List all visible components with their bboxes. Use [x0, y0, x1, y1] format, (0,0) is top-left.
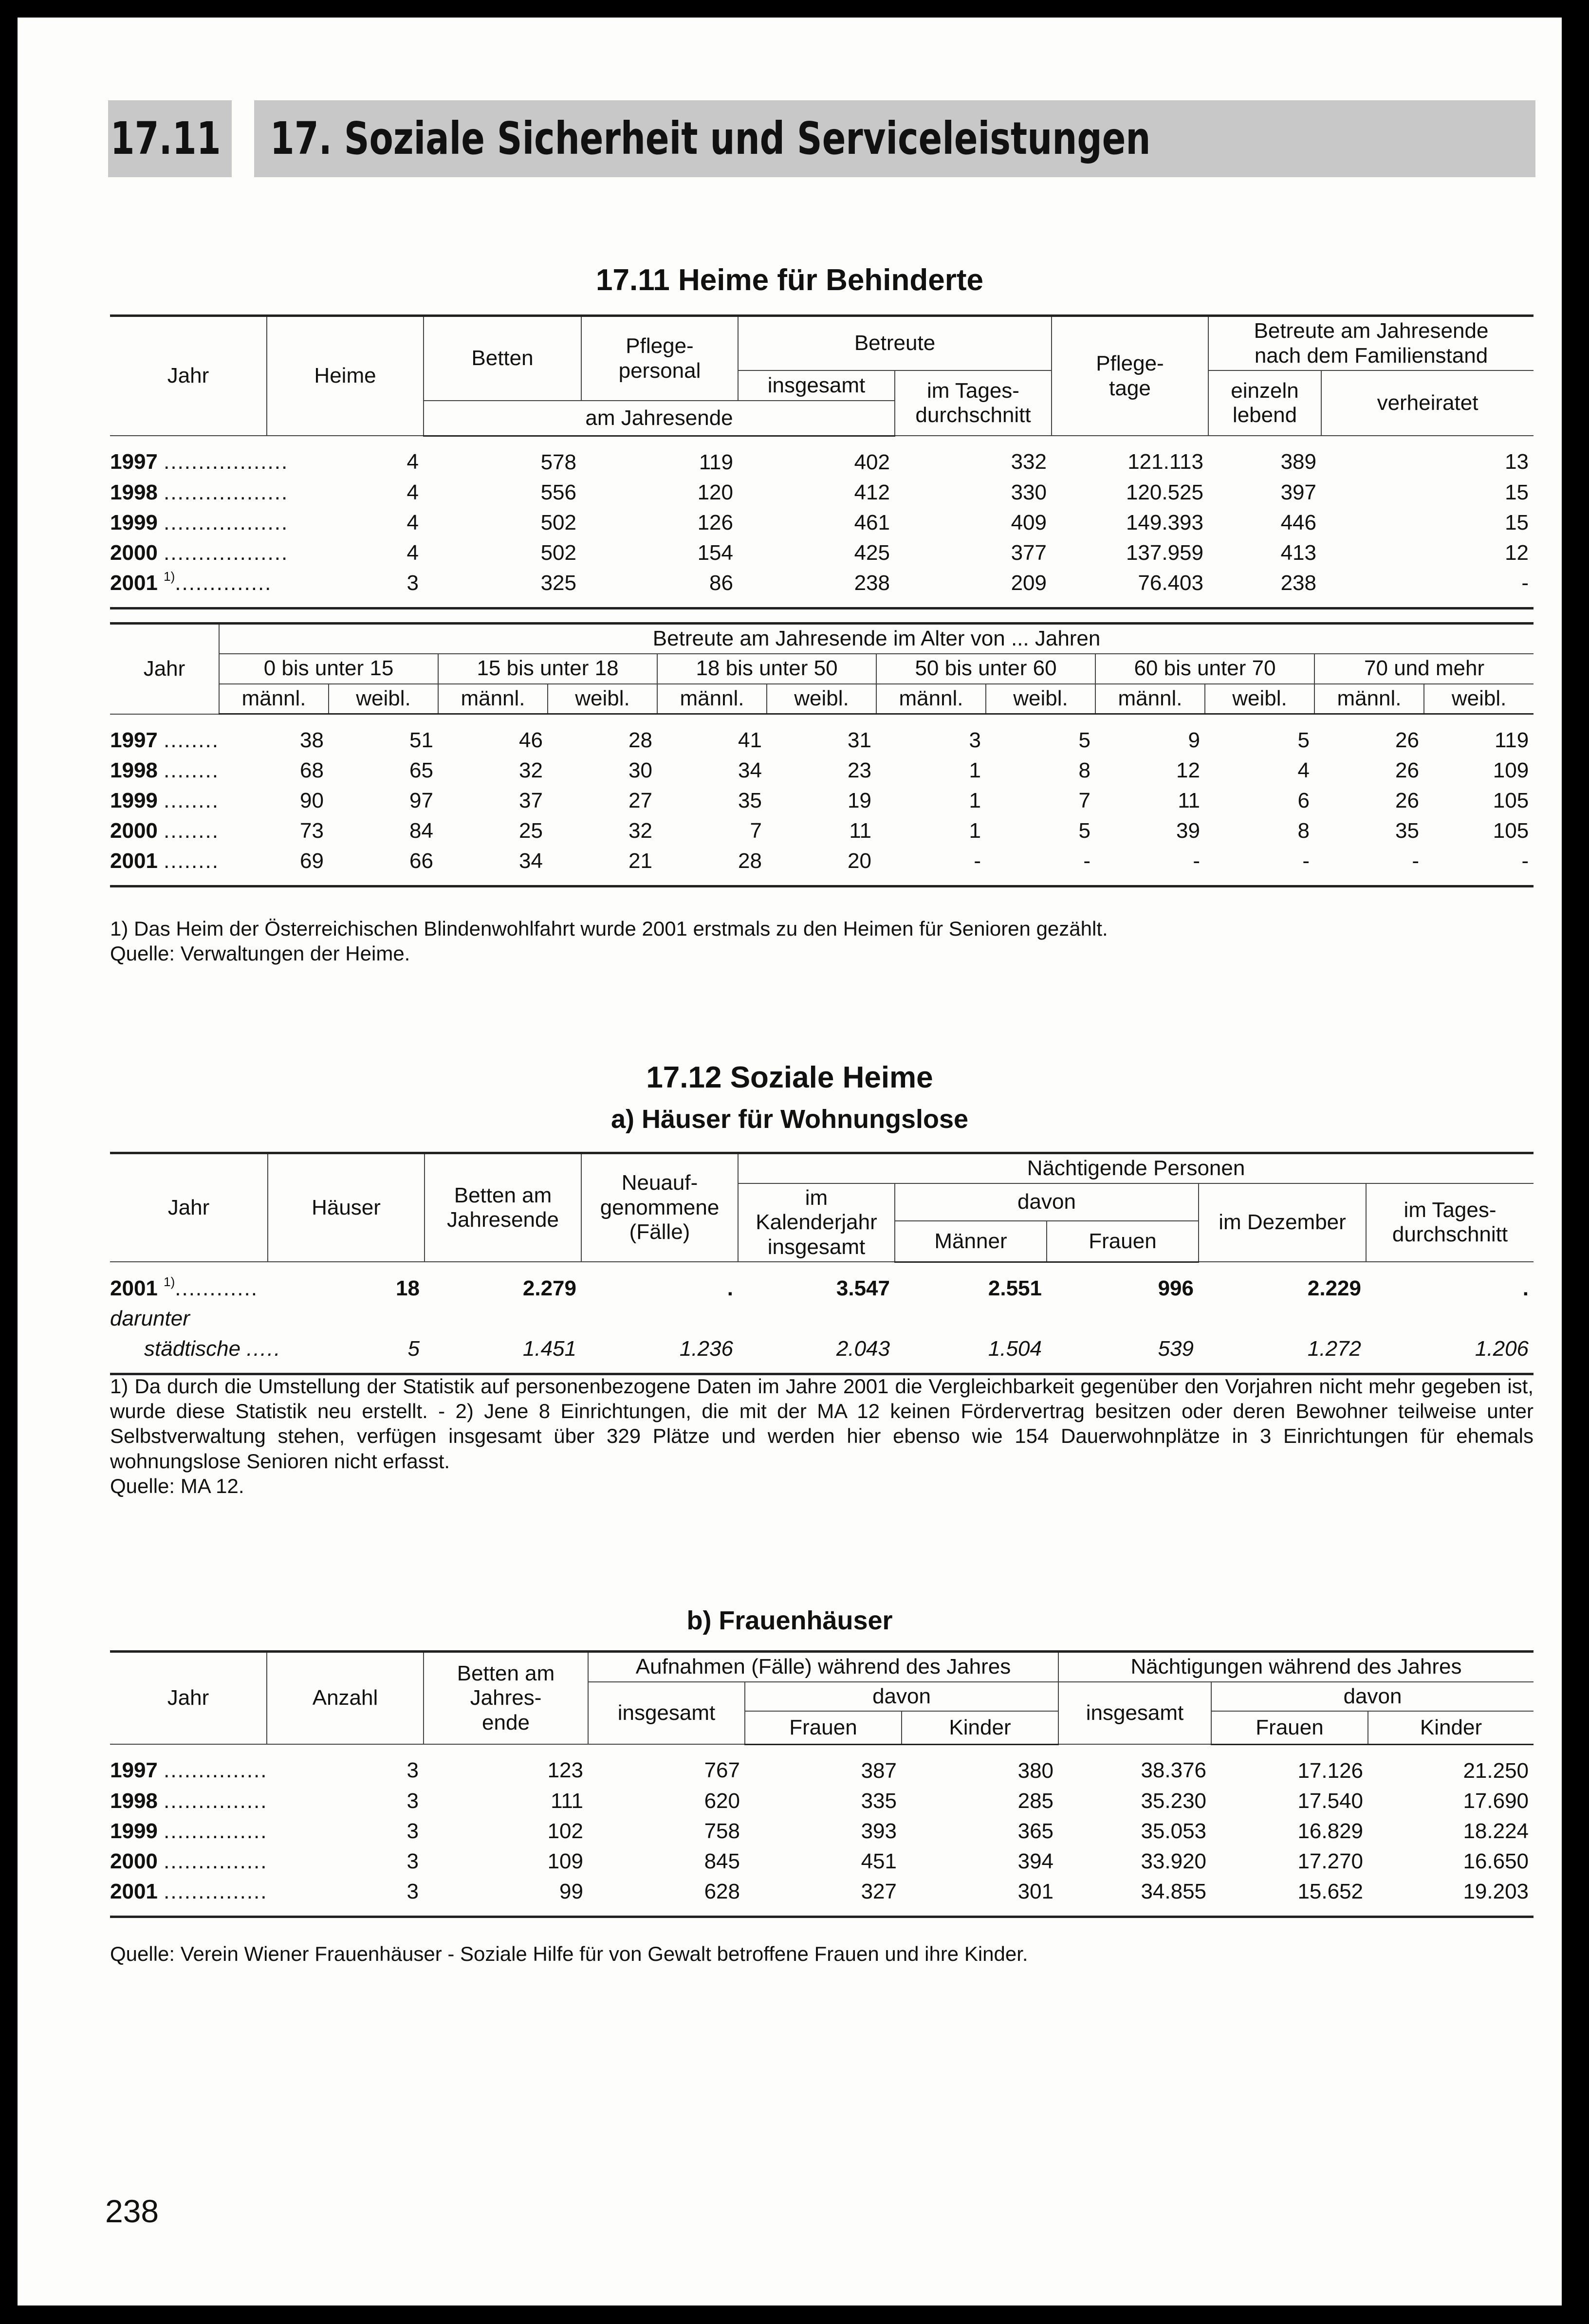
col-pflegepersonal: Pflege- personal	[581, 316, 738, 401]
table-cell: 1.451	[425, 1334, 581, 1374]
table-cell: 8	[1297, 819, 1310, 843]
table-cell: 3.547	[836, 1276, 890, 1300]
table-cell: 628	[588, 1877, 745, 1917]
table-cell: 11	[1178, 789, 1200, 813]
table-cell: 446	[1280, 510, 1316, 535]
col-maennl: männl.	[1314, 684, 1424, 714]
col-naechtigungen-davon: davon	[1211, 1682, 1534, 1712]
col-frauen: Frauen	[1047, 1221, 1199, 1262]
table-cell: 65	[409, 758, 433, 783]
table-cell: 578	[540, 450, 576, 474]
table-row	[110, 786, 1534, 816]
table-cell: 34.855	[1058, 1877, 1211, 1917]
table-cell: 26	[1395, 758, 1419, 783]
table-cell: 996	[1158, 1276, 1194, 1300]
table-cell: 1.272	[1199, 1334, 1366, 1374]
table-title-soziale-heime: 17.12 Soziale Heime	[646, 1061, 933, 1094]
table-cell: 111	[551, 1789, 583, 1813]
table-cell: 5	[1078, 819, 1090, 843]
col-maennl: männl.	[1095, 684, 1205, 714]
row-label-cell: 1999 ........	[110, 789, 219, 813]
table-cell: 105	[1493, 819, 1529, 843]
table-cell: 86	[581, 568, 738, 609]
row-label-cell: 2001 $^{1)}$............	[110, 1274, 258, 1300]
col-aufnahmen: Aufnahmen (Fälle) während des Jahres	[588, 1652, 1058, 1682]
table-cell: -	[986, 846, 1095, 886]
table-subtitle-frauenhaeuser: b) Frauenhäuser	[686, 1606, 893, 1635]
col-aufnahmen-frauen: Frauen	[745, 1711, 902, 1744]
table-cell: 17.126	[1297, 1758, 1364, 1783]
table-title-heime-behinderte: 17.11 Heime für Behinderte	[596, 263, 983, 297]
table-cell: 119	[1495, 728, 1529, 753]
col-haeuser: Häuser	[268, 1153, 425, 1262]
table-cell: 4	[406, 480, 419, 504]
table-cell: 3	[267, 568, 424, 609]
table-cell: 121.113	[1127, 450, 1203, 474]
table-cell: 126	[697, 510, 733, 535]
table-cell: 285	[1017, 1789, 1054, 1813]
table-cell	[1047, 1304, 1199, 1334]
table-cell: 539	[1047, 1334, 1199, 1374]
table-cell: 209	[895, 568, 1052, 609]
table-cell: 413	[1280, 540, 1316, 565]
table-cell: 30	[628, 758, 652, 783]
col-naechtigungen-insgesamt: insgesamt	[1058, 1682, 1211, 1745]
table-cell: 35	[1395, 819, 1419, 843]
table-cell	[268, 1304, 425, 1334]
table-cell: 425	[854, 540, 890, 565]
col-maennl: männl.	[438, 684, 548, 714]
row-label-cell: 2001 ........	[110, 846, 219, 886]
table-row	[110, 756, 1534, 786]
col-pflegetage: Pflege- tage	[1052, 316, 1208, 436]
table-cell: 41	[738, 728, 762, 753]
table-cell: 34	[438, 846, 548, 886]
table-cell: 1	[969, 819, 981, 843]
table-cell: 9	[1188, 728, 1200, 753]
table-heime-behinderte	[110, 314, 1534, 609]
col-group-15-18: 15 bis unter 18	[438, 654, 657, 684]
table-cell: 3	[267, 1877, 424, 1917]
table-cell: 1.206	[1366, 1334, 1534, 1374]
table-cell: 32	[628, 819, 652, 843]
col-neuaufgenommene: Neuauf- genommene (Fälle)	[581, 1153, 738, 1262]
table-cell: 38.376	[1141, 1758, 1207, 1783]
table-cell	[1199, 1304, 1366, 1334]
col-einzeln-lebend: einzeln lebend	[1208, 370, 1321, 436]
table-cell: 12	[1505, 540, 1529, 565]
table-cell: 2.229	[1307, 1276, 1361, 1300]
table-cell: 4	[406, 540, 419, 565]
col-heime: Heime	[267, 316, 424, 436]
table-cell: 19.203	[1368, 1877, 1534, 1917]
table-cell: .	[727, 1276, 733, 1300]
table-cell: 39	[1176, 819, 1200, 843]
col-betten: Betten	[424, 316, 581, 401]
table-cell: 20	[767, 846, 876, 886]
table-cell: -	[1205, 846, 1314, 886]
table-cell: 1	[969, 758, 981, 783]
table-cell: 502	[540, 540, 576, 565]
table-cell: 149.393	[1126, 510, 1203, 535]
table-cell: 1	[969, 789, 981, 813]
table-cell: 21.250	[1463, 1758, 1529, 1783]
row-label-cell: 2000 ...............	[110, 1849, 268, 1873]
table-cell: 5	[1078, 728, 1090, 753]
col-jahr: Jahr	[110, 624, 219, 714]
table-cell: 120.525	[1126, 480, 1203, 504]
table-row	[110, 1846, 1534, 1877]
table-cell: 845	[704, 1849, 740, 1873]
table-cell: 5	[1297, 728, 1310, 753]
page-number: 238	[105, 2193, 159, 2229]
col-jahr: Jahr	[110, 1153, 268, 1262]
col-maenner: Männer	[895, 1221, 1047, 1262]
table-cell: 46	[519, 728, 543, 753]
col-jahr: Jahr	[110, 1652, 267, 1745]
row-label-cell: 1998 ..................	[110, 480, 289, 504]
table-cell: 767	[704, 1758, 740, 1783]
section-number: 17.11	[110, 112, 221, 165]
row-label-cell: 1997 ........	[110, 728, 219, 752]
col-betten-jahresende: Betten am Jahresende	[425, 1153, 581, 1262]
table-cell: -	[1095, 846, 1205, 886]
table-cell: 15.652	[1211, 1877, 1368, 1917]
source-note: Quelle: Verein Wiener Frauenhäuser - Soziale Hilfe für von Gewalt betroffene Frauen und ihre Kinder.	[110, 1942, 1028, 1965]
table-cell: 69	[219, 846, 329, 886]
table-cell: 502	[540, 510, 576, 535]
col-verheiratet: verheiratet	[1321, 370, 1534, 436]
table-cell: 15	[1505, 480, 1529, 504]
table-cell: 377	[1011, 540, 1047, 565]
table-cell: 123	[547, 1758, 583, 1783]
table-cell: 7	[750, 819, 762, 843]
row-label-cell: 1998 ........	[110, 758, 219, 783]
table-cell: 17.540	[1297, 1789, 1364, 1813]
footnote: 1) Da durch die Umstellung der Statistik auf personenbezogene Daten im Jahre 2001 die Vergleichbarkeit gegenüber den Vorjahren nicht mehr gegeben ist, wurde diese Statistik neu erstellt. - 2) Jene 8 Einrichtungen, die mit der MA 12 keinen Fördervertrag besitzen oder deren Bewohner teilweise unter Selbstverwaltung stehen, verfügen insgesamt über 329 Plätze und werden hier ebenso wie 154 Dauerwohnplätze in 3 Einrichtungen für ehemals wohnungslose Senioren nicht erfasst.	[110, 1375, 1534, 1473]
table-row	[110, 436, 1534, 478]
footnote-block-1	[110, 916, 1534, 966]
col-group-50-60: 50 bis unter 60	[876, 654, 1095, 684]
table-cell: 16.829	[1297, 1819, 1364, 1843]
table-cell: 335	[861, 1789, 897, 1813]
col-betten-jahresende: Betten am Jahres- ende	[424, 1652, 588, 1745]
table-cell: 37	[519, 789, 543, 813]
table-cell: 3	[406, 1789, 419, 1813]
table-row	[110, 478, 1534, 508]
col-maennl: männl.	[219, 684, 329, 714]
table-cell: 26	[1395, 728, 1419, 753]
row-label-cell: 1999 ...............	[110, 1819, 268, 1843]
table-row	[110, 1744, 1534, 1786]
col-weibl: weibl.	[1205, 684, 1314, 714]
source-note: Quelle: Verwaltungen der Heime.	[110, 942, 410, 965]
chapter-title-box	[254, 100, 1535, 177]
table-cell: 38	[300, 728, 324, 753]
table-row	[110, 846, 1534, 886]
table-cell: 3	[406, 1819, 419, 1843]
row-label-cell: 1997 ...............	[110, 1758, 268, 1783]
col-betreute-alter: Betreute am Jahresende im Alter von ... Jahren	[219, 624, 1534, 654]
table-cell: 19	[848, 789, 871, 813]
table-cell: 365	[1017, 1819, 1054, 1843]
table-cell: 3	[406, 1849, 419, 1873]
col-group-60-70: 60 bis unter 70	[1095, 654, 1314, 684]
col-naechtigungen-kinder: Kinder	[1368, 1711, 1534, 1744]
row-label-cell: 2001 $^{1)}$..............	[110, 568, 267, 609]
table-cell: 34	[738, 758, 762, 783]
table-row	[110, 714, 1534, 756]
table-cell: 76.403	[1052, 568, 1208, 609]
chapter-title: 17. Soziale Sicherheit und Serviceleistungen	[270, 112, 1151, 165]
footnote-block-3	[110, 1941, 1534, 1966]
col-maennl: männl.	[876, 684, 986, 714]
section-number-box	[108, 100, 232, 177]
table-cell: .	[1522, 1276, 1529, 1300]
table-cell: 758	[704, 1819, 740, 1843]
row-label-cell: 1999 ..................	[110, 510, 289, 535]
col-weibl: weibl.	[548, 684, 657, 714]
table-cell	[1366, 1304, 1534, 1334]
table-cell: 68	[300, 758, 324, 783]
table-cell: 120	[697, 480, 733, 504]
table-cell: 461	[854, 510, 890, 535]
table-cell: 238	[738, 568, 895, 609]
table-cell: 4	[406, 450, 419, 474]
table-cell: 17.270	[1297, 1849, 1364, 1873]
table-row	[110, 538, 1534, 568]
row-label-cell: städtische .....	[110, 1334, 268, 1374]
table-cell: -	[1314, 846, 1424, 886]
col-betreute-insgesamt: insgesamt	[738, 370, 895, 401]
col-aufnahmen-insgesamt: insgesamt	[588, 1682, 745, 1745]
table-cell: 387	[861, 1758, 897, 1783]
table-row	[110, 568, 1534, 609]
col-weibl: weibl.	[329, 684, 438, 714]
col-betreute-familienstand: Betreute am Jahresende nach dem Familienstand	[1208, 316, 1534, 371]
footnote: 1) Das Heim der Österreichischen Blindenwohlfahrt wurde 2001 erstmals zu den Heimen für Senioren gezählt.	[110, 917, 1108, 940]
table-cell	[425, 1304, 581, 1334]
table-cell: 119	[699, 450, 733, 474]
table-cell: 35	[738, 789, 762, 813]
table-cell: 32	[519, 758, 543, 783]
table-cell: 73	[300, 819, 324, 843]
col-tagesdurchschnitt: im Tages- durchschnitt	[1366, 1183, 1534, 1262]
row-label-cell: darunter	[110, 1306, 190, 1330]
table-cell: 15	[1505, 510, 1529, 535]
table-cell: 99	[424, 1877, 588, 1917]
table-cell: 21	[548, 846, 657, 886]
table-cell: 16.650	[1463, 1849, 1529, 1873]
col-anzahl: Anzahl	[267, 1652, 424, 1745]
row-label-cell: 1998 ...............	[110, 1789, 268, 1813]
table-cell	[895, 1304, 1047, 1334]
table-cell: 394	[1017, 1849, 1054, 1873]
table-row	[110, 1816, 1534, 1846]
col-naechtigungen-frauen: Frauen	[1211, 1711, 1368, 1744]
table-row	[110, 1262, 1534, 1304]
row-label-cell: 2000 ........	[110, 819, 219, 843]
table-cell: 35.053	[1141, 1819, 1207, 1843]
table-cell: 332	[1011, 450, 1047, 474]
table-cell: 380	[1017, 1758, 1054, 1783]
row-label-cell: 2000 ..................	[110, 540, 289, 565]
table-cell: 6	[1297, 789, 1310, 813]
col-betreute-tagesdurchschnitt: im Tages- durchschnitt	[895, 370, 1052, 436]
table-cell: 397	[1280, 480, 1316, 504]
table-cell: 51	[409, 728, 433, 753]
footnote-block-2	[110, 1374, 1534, 1498]
table-cell	[581, 1304, 738, 1334]
table-cell: 8	[1078, 758, 1090, 783]
table-row	[110, 508, 1534, 538]
table-row	[110, 1304, 1534, 1334]
col-maennl: männl.	[657, 684, 767, 714]
row-label-cell: 1997 ..................	[110, 450, 289, 474]
table-cell: 105	[1493, 789, 1529, 813]
table-cell: 25	[519, 819, 543, 843]
table-row	[110, 1334, 1534, 1374]
table-cell: -	[1321, 568, 1534, 609]
table-cell: 26	[1395, 789, 1419, 813]
table-row	[110, 1877, 1534, 1917]
table-cell: 7	[1078, 789, 1090, 813]
table-cell: 5	[268, 1334, 425, 1374]
table-cell: 13	[1505, 450, 1529, 474]
col-group-0-15: 0 bis unter 15	[219, 654, 438, 684]
col-weibl: weibl.	[1424, 684, 1534, 714]
col-im-dezember: im Dezember	[1199, 1183, 1366, 1262]
table-cell: 412	[854, 480, 890, 504]
table-cell: 2.551	[988, 1276, 1042, 1300]
table-frauenhaeuser	[110, 1650, 1534, 1918]
table-cell: -	[876, 846, 986, 886]
table-cell: 2.043	[738, 1334, 895, 1374]
table-cell: 66	[329, 846, 438, 886]
table-cell: 11	[849, 819, 871, 843]
col-aufnahmen-davon: davon	[745, 1682, 1058, 1712]
table-cell: 556	[540, 480, 576, 504]
table-cell: 301	[902, 1877, 1058, 1917]
table-cell: 28	[628, 728, 652, 753]
col-group-18-50: 18 bis unter 50	[657, 654, 876, 684]
table-cell: -	[1424, 846, 1534, 886]
col-kalenderjahr-insgesamt: im Kalenderjahr insgesamt	[738, 1183, 895, 1262]
table-cell: 97	[409, 789, 433, 813]
col-aufnahmen-kinder: Kinder	[902, 1711, 1058, 1744]
table-row	[110, 1786, 1534, 1816]
col-jahr: Jahr	[110, 316, 267, 436]
table-cell: 27	[628, 789, 652, 813]
table-cell: 28	[657, 846, 767, 886]
table-cell: 84	[409, 819, 433, 843]
col-group-70-plus: 70 und mehr	[1314, 654, 1534, 684]
table-cell: 2.279	[522, 1276, 576, 1300]
page	[18, 18, 1562, 2306]
source-note: Quelle: MA 12.	[110, 1474, 244, 1497]
table-cell: 109	[547, 1849, 583, 1873]
col-betreute: Betreute	[738, 316, 1052, 371]
table-cell: 409	[1011, 510, 1047, 535]
table-cell: 4	[1297, 758, 1310, 783]
table-cell: 17.690	[1463, 1789, 1529, 1813]
table-cell: 23	[848, 758, 871, 783]
table-cell: 402	[854, 450, 890, 474]
table-row	[110, 816, 1534, 846]
table-cell: 3	[406, 1758, 419, 1783]
table-subtitle-wohnungslose: a) Häuser für Wohnungslose	[610, 1105, 969, 1134]
table-cell: 238	[1208, 568, 1321, 609]
table-cell: 3	[969, 728, 981, 753]
table-cell: 31	[848, 728, 871, 753]
table-cell: 389	[1280, 450, 1316, 474]
col-naechtigende-personen: Nächtigende Personen	[738, 1153, 1534, 1183]
table-cell: 327	[745, 1877, 902, 1917]
table-cell: 18	[396, 1276, 420, 1300]
col-davon: davon	[895, 1183, 1199, 1221]
table-cell: 4	[406, 510, 419, 535]
col-naechtigungen: Nächtigungen während des Jahres	[1058, 1652, 1534, 1682]
table-cell: 137.959	[1126, 540, 1203, 565]
col-weibl: weibl.	[767, 684, 876, 714]
table-cell: 620	[704, 1789, 740, 1813]
table-cell	[738, 1304, 895, 1334]
table-cell: 330	[1011, 480, 1047, 504]
table-cell: 154	[697, 540, 733, 565]
table-cell: 109	[1493, 758, 1529, 783]
table-betreute-alter	[110, 622, 1534, 887]
table-cell: 35.230	[1141, 1789, 1207, 1813]
table-cell: 90	[300, 789, 324, 813]
table-cell: 1.236	[581, 1334, 738, 1374]
table-cell: 12	[1176, 758, 1200, 783]
col-weibl: weibl.	[986, 684, 1095, 714]
table-cell: 102	[547, 1819, 583, 1843]
table-cell: 33.920	[1141, 1849, 1207, 1873]
table-cell: 451	[861, 1849, 897, 1873]
table-cell: 393	[861, 1819, 897, 1843]
table-cell: 325	[424, 568, 581, 609]
table-wohnungslose	[110, 1152, 1534, 1375]
row-label-cell: 2001 ...............	[110, 1877, 267, 1917]
table-cell: 1.504	[895, 1334, 1047, 1374]
col-am-jahresende: am Jahresende	[424, 401, 895, 436]
table-cell: 18.224	[1463, 1819, 1529, 1843]
